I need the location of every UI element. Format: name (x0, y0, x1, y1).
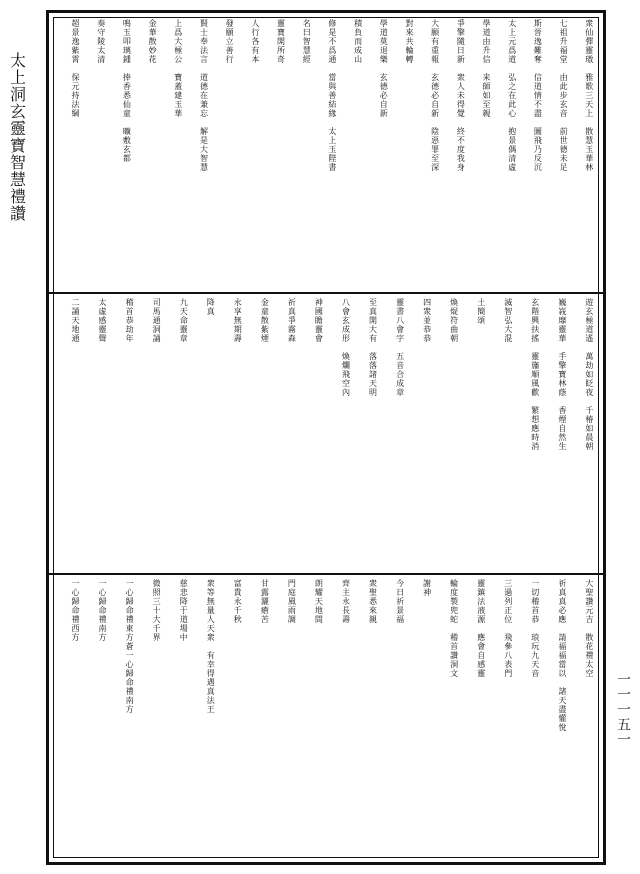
text-column: 積負而成山 (353, 19, 363, 73)
text-column: 降真 (206, 298, 216, 316)
text-column: 富貴永千秋 (233, 579, 243, 624)
text-column: 學道由升信 来師如至親 (482, 19, 491, 127)
text-column: 七祖升福堂 由此步玄音 前世德未足 (559, 19, 569, 172)
text-column: 至真開大有 落落諸天明 (368, 298, 378, 397)
text-column: 太上元爲道 弘之在此心 抱景偶清虛 (507, 19, 517, 172)
text-column: 巍峩靡靈華 手擎寶林蔭 香煙自然生 (557, 298, 567, 451)
band-divider-1 (49, 292, 603, 294)
text-column: 賢士奉法言 道德在兼忘 解是大智慧 (199, 19, 209, 172)
text-column: 衆仙彈靈璈 雅歌三天上 散慧玉華林 (584, 19, 594, 172)
text-column: 神國瞻靈會 (314, 298, 324, 352)
text-column: 齊主永長壽 (341, 579, 351, 624)
text-column: 慈悲降于道場中 (179, 579, 189, 651)
right-margin-page (606, 0, 640, 874)
text-column: 一心歸命禮南方 (98, 579, 108, 642)
text-column: 爭擎隨日新 衆人未得覺 終不度我身 (456, 19, 466, 172)
text-column: 超景逸紫霄 保元持法綱 (71, 19, 80, 118)
text-column: 四衆並恭恭 (422, 298, 432, 343)
text-column: 滅智弘大混 (503, 298, 513, 352)
left-margin-title (0, 0, 34, 874)
text-column: 一心歸命禮西方 (71, 579, 80, 642)
text-column: 輪度製兜蛇 稽首讚洞文 (449, 579, 459, 678)
text-column: 人行各有本 (250, 19, 260, 73)
text-column: 靈書八會字 五音合成章 (395, 298, 405, 397)
text-column: 金華散妙花 (148, 19, 158, 73)
text-column: 太虛感靈聲 (98, 298, 108, 352)
text-column: 金童散紫煙 (260, 298, 270, 352)
text-column: 今日祈景福 (395, 579, 405, 624)
column-group-bottom (57, 579, 593, 853)
column-group-top (57, 19, 593, 287)
text-column: 司馬通洞誦 (152, 298, 162, 352)
text-column: 修是不爲通 當與善結緣 太上玉陛書 (327, 19, 337, 172)
text-column: 稽首恭劫年 (125, 298, 135, 352)
text-column: 發願立善行 (225, 19, 235, 64)
text-column: 一切稽首恭 琅玩九天音 (530, 579, 540, 687)
text-column: 三過列正位 飛參八表門 (503, 579, 513, 678)
text-column: 斯晉逸難奪 信道情不盡 圖飛乃反沉 (533, 19, 543, 172)
text-column: 微照三十大千界 (152, 579, 162, 651)
text-column: 永享無期壽 (233, 298, 243, 352)
text-column: 煥焜符曲朝 (449, 298, 459, 352)
text-column: 衆等無量人天衆 有幸得遇真法王 (206, 579, 216, 714)
text-band-bottom (57, 579, 593, 853)
page-frame (46, 10, 606, 865)
text-column: 鳴玉叩璃鍾 捧香悉仙童 曠敷玄都 (122, 19, 132, 163)
text-column: 一心歸命禮東方蒼一心歸命禮南方 (125, 579, 135, 714)
scripture-title: 太上洞玄靈寶智慧禮讚 (7, 52, 27, 222)
text-column: 門庭風雨調 (287, 579, 297, 624)
text-column: 衆聖悉來親 (368, 579, 378, 624)
text-column: 八會玄成形 煥爛飛空內 (341, 298, 351, 397)
text-column: 奏守陵太清 (96, 19, 106, 73)
text-column: 朗耀天地間 (314, 579, 324, 624)
text-column: 二誦天地通 (71, 298, 80, 352)
text-column: 祈真爭霧森 (287, 298, 297, 352)
text-column: 九天命靈章 (179, 298, 189, 352)
text-column: 上爲大極公 寶蓋建玉華 (173, 19, 183, 118)
text-column: 對來共輪轉 (404, 19, 414, 73)
text-band-top (57, 19, 593, 287)
text-column: 遊玄極道遙 萬劫如眨夜 千椿如晨朝 (584, 298, 594, 451)
text-column: 謝神 (422, 579, 432, 597)
text-column: 祈真真必應 請福福當以 諸天盡懽悅 (557, 579, 567, 732)
band-divider-2 (49, 573, 603, 575)
text-column: 大聖讚元吉 散花禮太空 (584, 579, 594, 687)
text-band-middle (57, 298, 593, 568)
text-column: 名曰智慧經 (302, 19, 312, 73)
text-column: 靈寶開所奇 (276, 19, 286, 73)
page-number: 一一一五一 (615, 672, 631, 747)
text-column: 土簡頌 (476, 298, 486, 325)
text-column: 學道莫退樂 玄德必自新 (379, 19, 389, 118)
column-group-middle (57, 298, 593, 568)
text-column: 靈鎮法液源 應會自感靈 (476, 579, 486, 678)
text-column: 玄階興扶搖 靈旛順風歡 繁想應時消 (530, 298, 540, 451)
text-column: 甘露灑瘡苦 (260, 579, 270, 624)
text-column: 大願有重報 玄德必自新 陰惡罪至深 (430, 19, 440, 172)
